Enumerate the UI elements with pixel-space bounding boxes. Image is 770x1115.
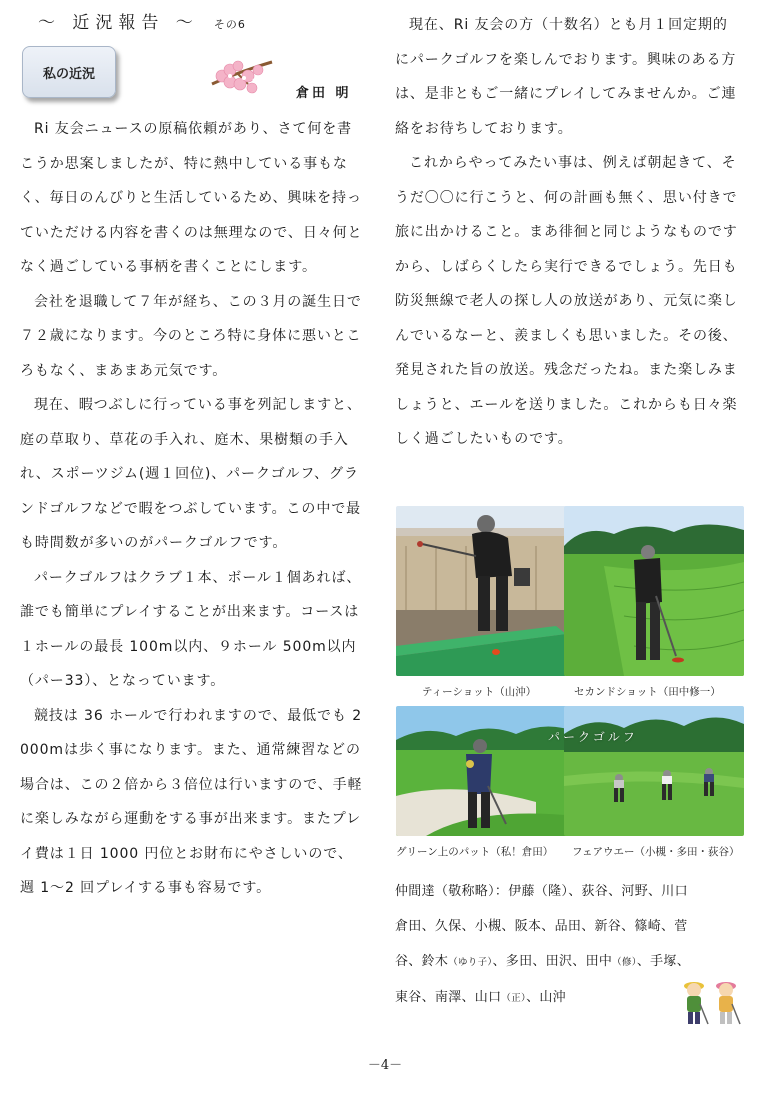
golfer-mascots-icon	[674, 974, 746, 1030]
members-note: （ゆり子）	[448, 957, 493, 968]
right-column	[395, 8, 740, 457]
caption-fairway: フェアウエー（小槻・多田・荻谷）	[572, 846, 740, 858]
members-text: 東谷、南澤、山口	[395, 990, 502, 1005]
section-title: ～ 近況報告 ～	[38, 13, 199, 33]
cherry-blossom-icon	[208, 54, 274, 98]
paragraph-competition: 競技は 36 ホールで行われますので、最低でも 2000mは歩く事になります。また、通常練習などの場合は、この２倍から３倍位は行いますので、手軽に楽しみながら運動をする事が出来ます。またプレイ費は１日 1000 円位とお財布にやさしいので、週 1～2 回プレイする事も容易です。	[20, 707, 363, 896]
photo-overlay-label: パークゴルフ	[548, 730, 638, 744]
members-text: 、多田、田沢、田中	[492, 954, 613, 969]
author-name: 倉田 明	[296, 86, 352, 101]
photo-fairway	[564, 706, 744, 836]
members-text: 谷、鈴木	[395, 954, 449, 969]
members-note: （正）	[501, 993, 527, 1004]
caption-tee-shot: ティーショット（山沖）	[422, 686, 537, 698]
members-line-1: 仲間達（敬称略）：伊藤（隆）、荻谷、河野、川口	[395, 884, 688, 899]
paragraph-future: これからやってみたい事は、例えば朝起きて、そうだ〇〇に行こうと、何の計画も無く、思い付きで旅に出かけること。まあ徘徊と同じようなものですから、しばらくしたら実行できるでしょう。先日も防災無線で老人の探し人の放送があり、元気に楽しんでいるなーと、羨ましくも思いました。その後、発見された旨の放送。残念だったね。また楽しみましょうと、エールを送りました。これからも日々楽しく過ごしたいものです。	[395, 155, 738, 447]
photo-tee-shot	[396, 506, 566, 676]
members-text: 、山沖	[526, 990, 566, 1005]
paragraph-parkgolf: パークゴルフはクラブ１本、ボール１個あれば、誰でも簡単にプレイすることが出来ます。コースは１ホールの最長 100m以内、９ホール 500m以内（パー33）、となっています。	[20, 569, 362, 689]
left-column	[20, 112, 365, 906]
article-badge: 私の近況	[22, 46, 116, 98]
members-note: （修）	[612, 957, 637, 968]
paragraph-hobbies: 現在、暇つぶしに行っている事を列記しますと、庭の草取り、草花の手入れ、庭木、果樹類の手入れ、スポーツジム(週１回位)、パークゴルフ、グランドゴルフなどで暇をつぶしています。この中で最も時間数が多いのがパークゴルフです。	[20, 397, 362, 551]
photo-green-putt	[396, 706, 576, 836]
paragraph-intro: Ri 友会ニュースの原稿依頼があり、さて何を書こうか思案しましたが、特に熱中している事もなく、毎日のんびりと生活しているため、興味を持っていただける内容を書くのは無理なので、日々何となく過ごしている事柄を書くことにします。	[20, 121, 363, 275]
paragraph-retirement: 会社を退職して７年が経ち、この３月の誕生日で７２歳になります。今のところ特に身体に悪いところもなく、まあまあ元気です。	[20, 293, 362, 379]
members-line-2: 倉田、久保、小槻、阪本、品田、新谷、篠崎、菅	[395, 919, 688, 934]
photo-collage	[396, 506, 744, 862]
photo-second-shot	[564, 506, 744, 676]
paragraph-club: 現在、Ri 友会の方（十数名）とも月１回定期的にパークゴルフを楽しんでおります。興味のある方は、是非ともご一緒にプレイしてみませんか。ご連絡をお待ちしております。	[395, 17, 737, 137]
page-number: －4－	[367, 1058, 403, 1073]
section-subtitle: その6	[213, 18, 246, 31]
section-header	[38, 8, 246, 34]
caption-second-shot: セカンドショット（田中修一）	[574, 686, 721, 698]
members-text: 、手塚、	[636, 954, 691, 969]
caption-green-putt: グリーン上のパット（私！倉田）	[396, 846, 554, 858]
